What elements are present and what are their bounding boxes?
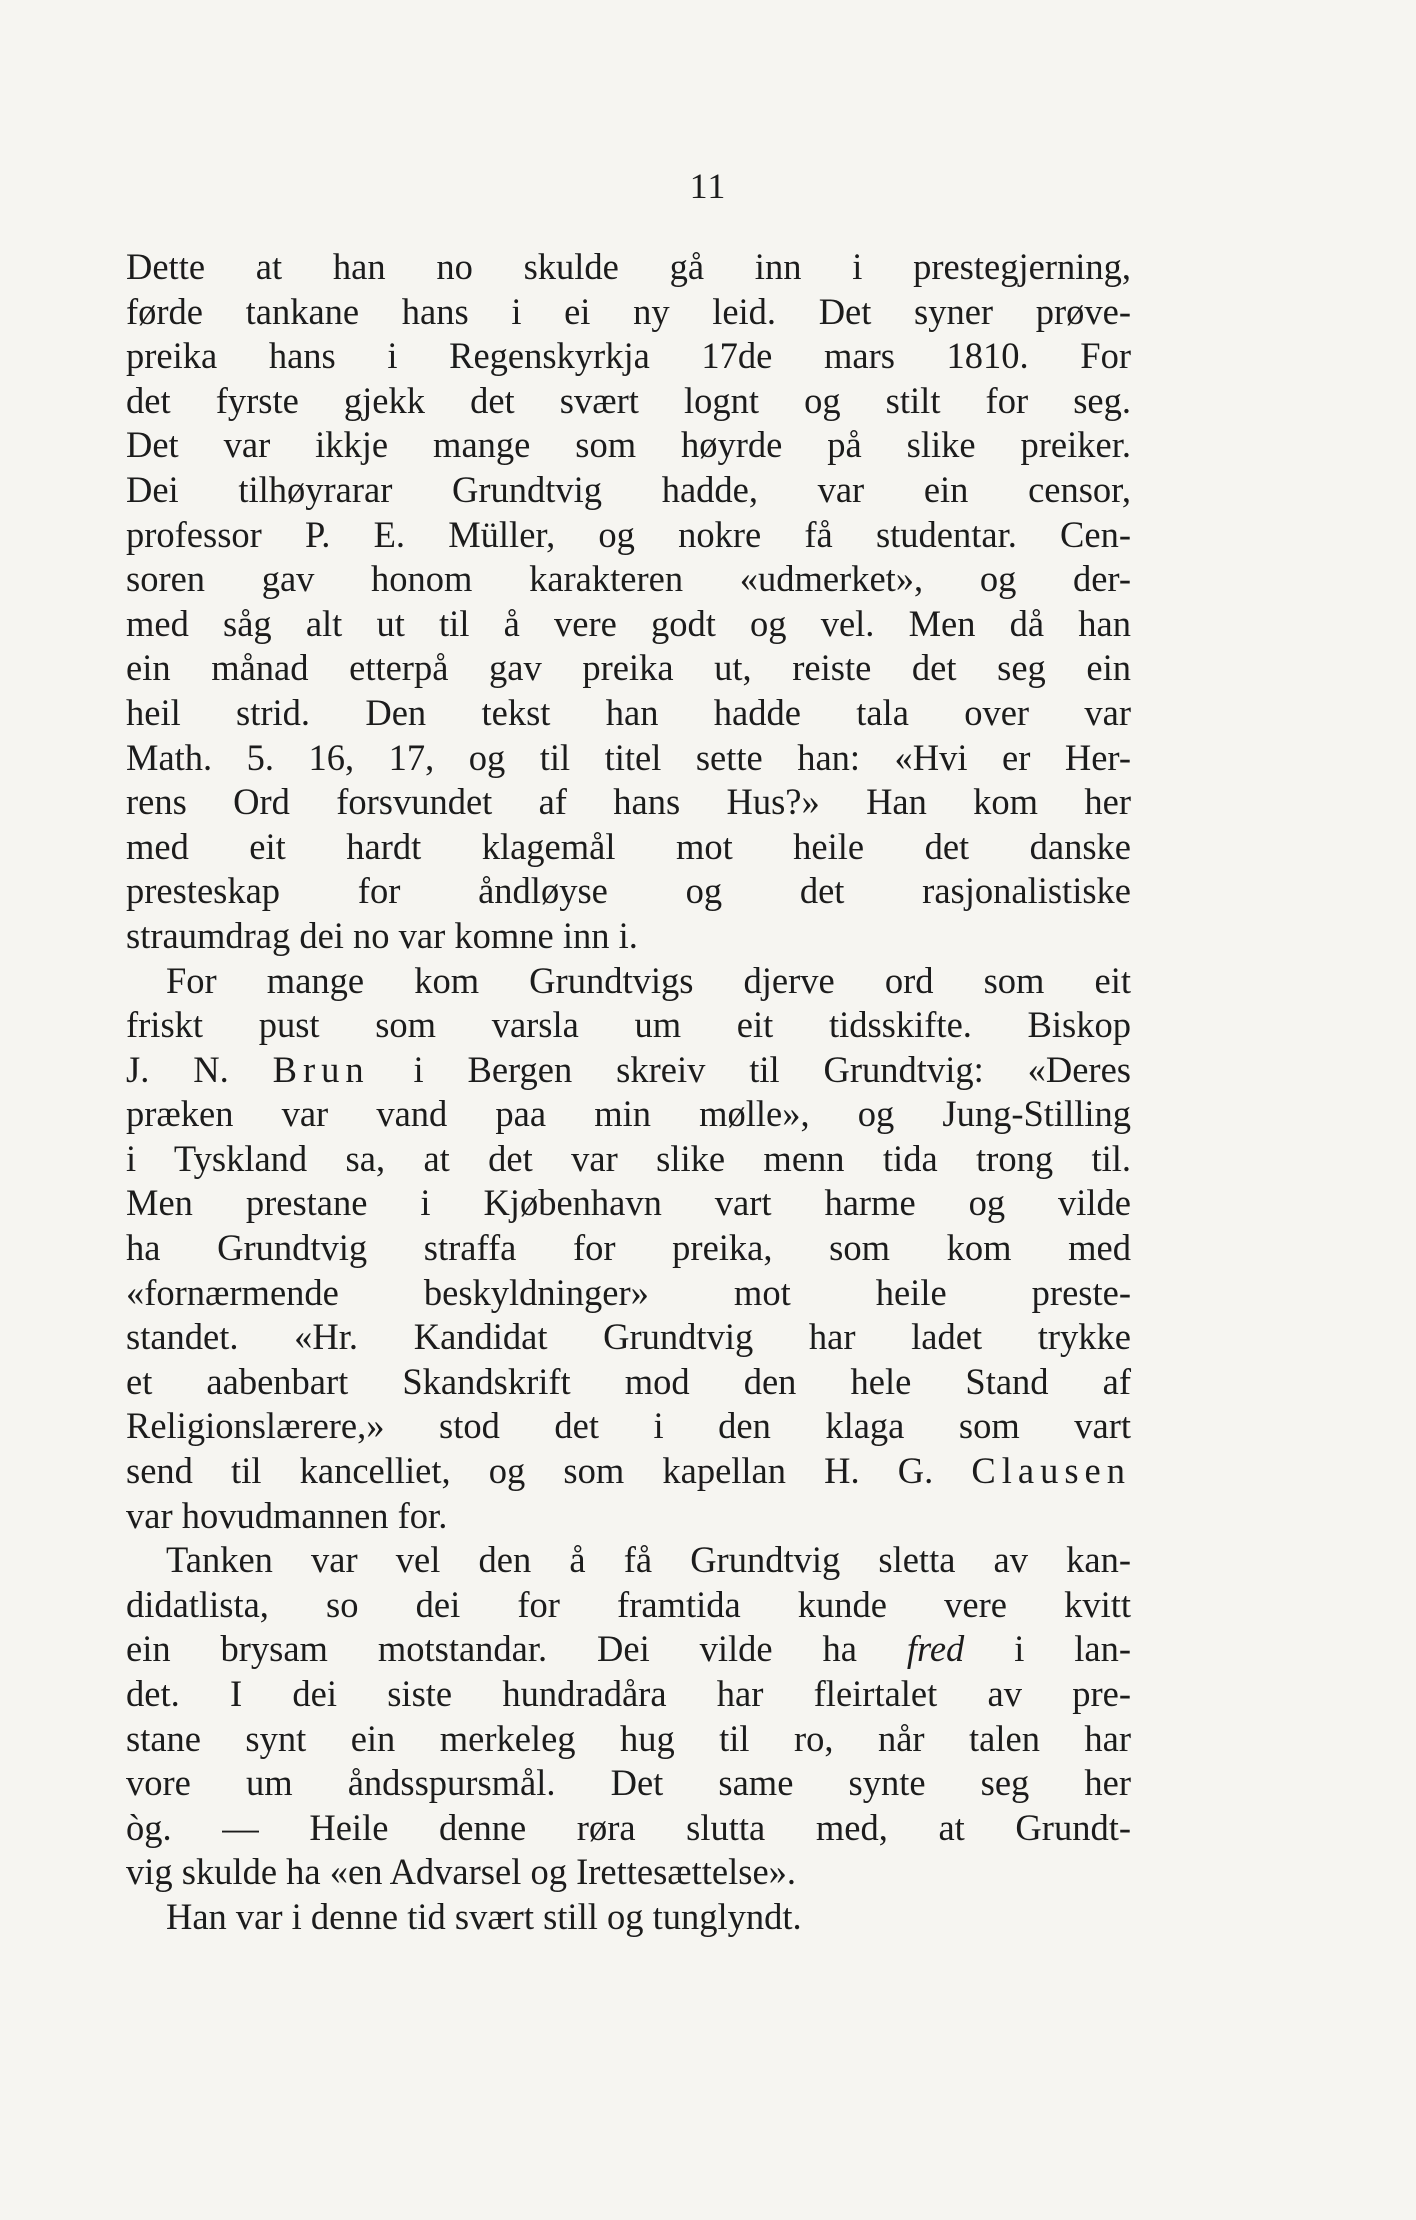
text-line bbox=[126, 1850, 1131, 1895]
text-segment: et aabenbart Skandskrift mod den hele Stand af bbox=[126, 1360, 1131, 1402]
text-segment: stane synt ein merkeleg hug til ro, når talen har bbox=[126, 1717, 1131, 1759]
text-line bbox=[126, 1003, 1131, 1048]
text-segment: presteskap for åndløyse og det rasjonalistiske bbox=[126, 870, 1131, 912]
text-segment: med såg alt ut til å vere godt og vel. Men då han bbox=[126, 602, 1131, 644]
body-text bbox=[126, 245, 1131, 1940]
text-line bbox=[126, 557, 1131, 602]
text-segment: med eit hardt klagemål mot heile det danske bbox=[126, 825, 1131, 867]
text-line bbox=[126, 869, 1131, 914]
text-line bbox=[126, 245, 1131, 290]
text-segment: førde tankane hans i ei ny leid. Det syner prøve- bbox=[126, 290, 1131, 332]
text-segment: soren gav honom karakteren «udmerket», og der- bbox=[126, 558, 1131, 600]
text-line bbox=[126, 825, 1131, 870]
text-segment: Religionslærere,» stod det i den klaga som vart bbox=[126, 1405, 1131, 1447]
text-segment: det fyrste gjekk det svært lognt og stilt for seg. bbox=[126, 379, 1131, 421]
text-segment: òg. — Heile denne røra slutta med, at Grundt- bbox=[126, 1806, 1131, 1848]
text-segment: «fornærmende beskyldninger» mot heile preste- bbox=[126, 1271, 1131, 1313]
text-line bbox=[126, 1048, 1131, 1093]
text-segment: var hovudmannen for. bbox=[126, 1494, 448, 1536]
text-line bbox=[126, 1895, 1131, 1940]
text-segment: friskt pust som varsla um eit tidsskifte. Biskop bbox=[126, 1004, 1131, 1046]
text-line bbox=[126, 423, 1131, 468]
text-segment: send til kancelliet, og som kapellan H. G. bbox=[126, 1450, 972, 1492]
text-segment: Han var i denne tid svært still og tunglyndt. bbox=[166, 1895, 802, 1937]
text-line bbox=[126, 1627, 1131, 1672]
text-segment: ein månad etterpå gav preika ut, reiste det seg ein bbox=[126, 647, 1131, 689]
text-segment-italic: fred bbox=[906, 1628, 965, 1670]
text-line bbox=[126, 1360, 1131, 1405]
text-segment: standet. «Hr. Kandidat Grundtvig har ladet trykke bbox=[126, 1316, 1131, 1358]
text-line bbox=[126, 691, 1131, 736]
text-line bbox=[126, 1181, 1131, 1226]
text-line bbox=[126, 513, 1131, 558]
text-segment: ha Grundtvig straffa for preika, som kom med bbox=[126, 1227, 1131, 1269]
text-segment: professor P. E. Müller, og nokre få studentar. Cen- bbox=[126, 513, 1131, 555]
text-line bbox=[126, 1315, 1131, 1360]
text-line bbox=[126, 379, 1131, 424]
text-segment: Dei tilhøyrarar Grundtvig hadde, var ein censor, bbox=[126, 468, 1131, 510]
text-line bbox=[126, 1583, 1131, 1628]
text-line bbox=[126, 1271, 1131, 1316]
text-line bbox=[126, 646, 1131, 691]
text-segment-spaced: Brun bbox=[272, 1048, 370, 1090]
text-segment: det. I dei siste hundradåra har fleirtalet av pre- bbox=[126, 1673, 1131, 1714]
text-segment: Det var ikkje mange som høyrde på slike preiker. bbox=[126, 424, 1131, 466]
text-segment: didatlista, so dei for framtida kunde vere kvitt bbox=[126, 1583, 1131, 1625]
text-line bbox=[126, 1538, 1131, 1583]
text-line bbox=[126, 1717, 1131, 1762]
text-segment: i lan- bbox=[964, 1628, 1131, 1670]
text-segment: Men prestane i Kjøbenhavn vart harme og vilde bbox=[126, 1182, 1131, 1224]
text-line bbox=[126, 1806, 1131, 1851]
text-line bbox=[126, 468, 1131, 513]
text-line bbox=[126, 602, 1131, 647]
text-line bbox=[126, 334, 1131, 379]
text-segment: preika hans i Regenskyrkja 17de mars 1810. For bbox=[126, 335, 1131, 377]
text-segment: heil strid. Den tekst han hadde tala over var bbox=[126, 691, 1131, 733]
text-segment: præken var vand paa min mølle», og Jung-Stilling bbox=[126, 1093, 1131, 1135]
text-segment: For mange kom Grundtvigs djerve ord som eit bbox=[166, 959, 1131, 1001]
text-line bbox=[126, 1226, 1131, 1271]
text-line bbox=[126, 1092, 1131, 1137]
text-segment-spaced: Clausen bbox=[971, 1450, 1131, 1492]
text-segment: i Bergen skreiv til Grundtvig: «Deres bbox=[369, 1048, 1131, 1090]
page-number: 11 bbox=[689, 166, 727, 206]
text-line bbox=[126, 1494, 1131, 1539]
text-segment: ein brysam motstandar. Dei vilde ha bbox=[126, 1628, 907, 1670]
text-line bbox=[126, 1672, 1131, 1717]
text-segment: vore um åndsspursmål. Det same synte seg her bbox=[126, 1762, 1131, 1804]
text-line bbox=[126, 736, 1131, 781]
text-line bbox=[126, 914, 1131, 959]
text-line bbox=[126, 959, 1131, 1004]
text-line bbox=[126, 290, 1131, 335]
text-segment: Tanken var vel den å få Grundtvig sletta av kan- bbox=[166, 1539, 1131, 1581]
text-segment: vig skulde ha «en Advarsel og Irettesættelse». bbox=[126, 1851, 797, 1893]
text-segment: rens Ord forsvundet af hans Hus?» Han kom her bbox=[126, 781, 1131, 823]
text-line bbox=[126, 780, 1131, 825]
text-segment: J. N. bbox=[126, 1048, 273, 1090]
text-line bbox=[126, 1137, 1131, 1182]
text-segment: Dette at han no skulde gå inn i prestegjerning, bbox=[126, 246, 1131, 287]
text-line bbox=[126, 1449, 1131, 1494]
text-line bbox=[126, 1404, 1131, 1449]
text-segment: i Tyskland sa, at det var slike menn tida trong til. bbox=[126, 1137, 1131, 1179]
text-line bbox=[126, 1761, 1131, 1806]
text-segment: straumdrag dei no var komne inn i. bbox=[126, 914, 638, 956]
text-segment: Math. 5. 16, 17, og til titel sette han: «Hvi er Her- bbox=[126, 736, 1131, 778]
